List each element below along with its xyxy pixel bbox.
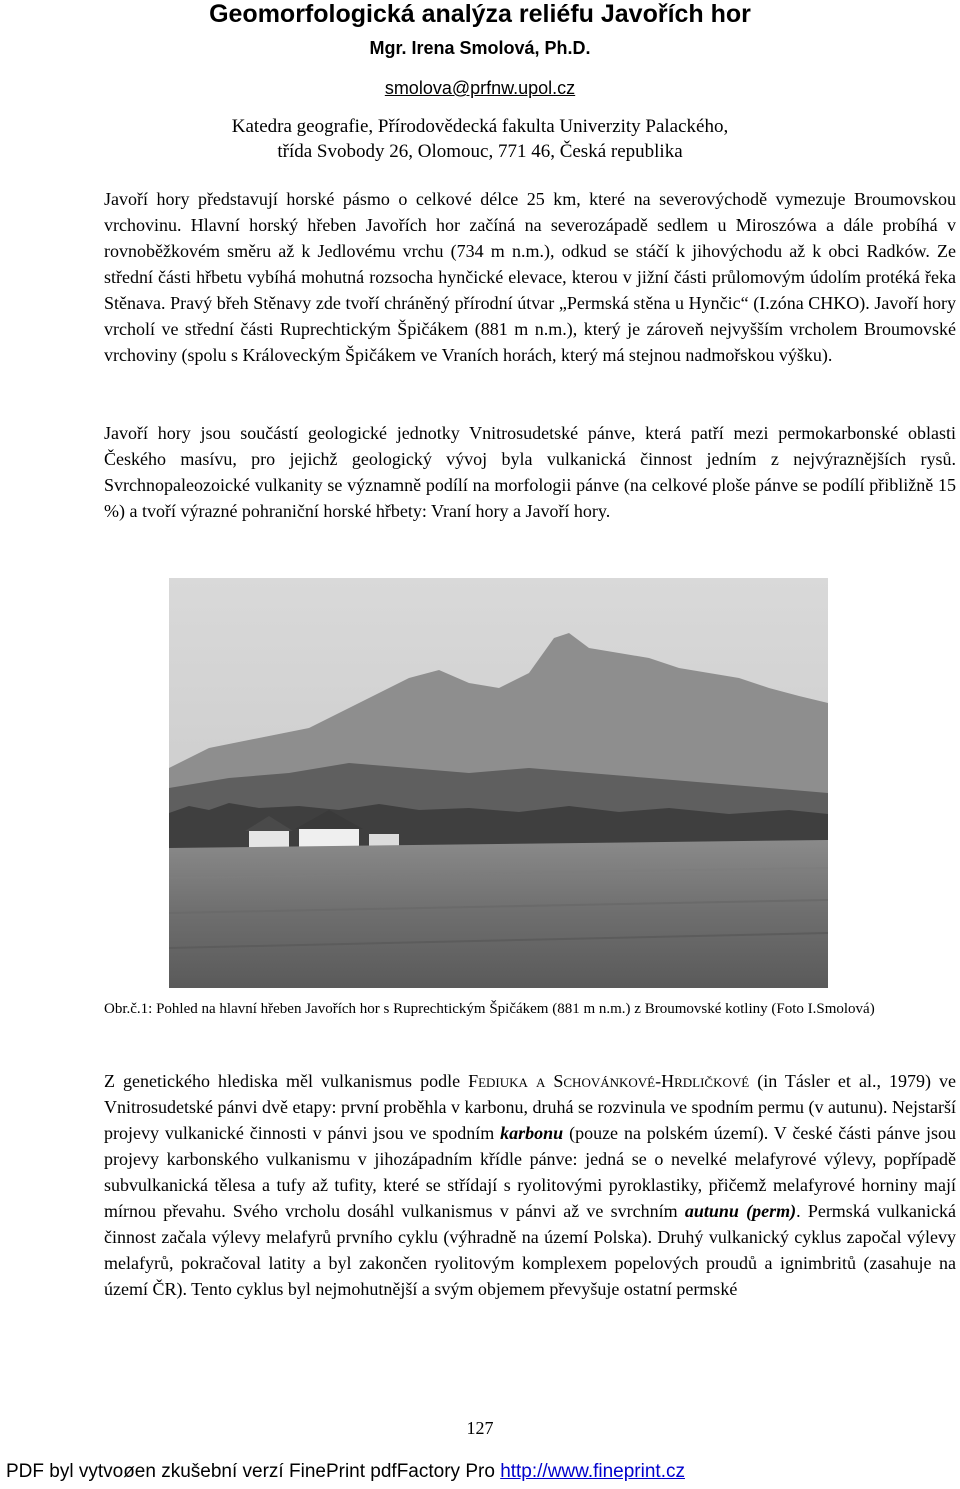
paragraph-3-part-a: Z genetického hlediska měl vulkanismus podle <box>104 1071 469 1091</box>
affiliation <box>0 114 960 164</box>
paragraph-3 <box>104 1068 956 1302</box>
paragraph-1-text: Javoří hory představují horské pásmo o celkové délce 25 km, které na severovýchodě vymezuje Broumovskou vrchovinu. Hlavní horský hřeben Javořích hor začíná na severozápadě sedlem u Miroszówa a dále probíhá v rovnoběžkovém směru až k Jedlovému vrchu (734 m n.m.), odkud se stáčí k jihovýchodu až k obci Radków. Ze střední části hřbetu vybíhá mohutná rozsocha hynčické elevace, kterou v jižní části průlomovým údolím protéká řeka Stěnava. Pravý břeh Stěnavy zde tvoří chráněný přírodní útvar „Permská stěna u Hynčic“ (I.zóna CHKO). Javoří hory vrcholí ve střední části Ruprechtickým Špičákem (881 m n.m.), který je zároveň nejvyšším vrcholem Broumovské vrchoviny (spolu s Královeckým Špičákem ve Vraních horách, který má stejnou nadmořskou výšku). <box>104 189 956 365</box>
cited-authors: Fediuka a Schovánkové-Hrdličkové <box>468 1071 750 1091</box>
paragraph-2 <box>104 420 956 524</box>
author-name: Mgr. Irena Smolová, Ph.D. <box>369 38 591 58</box>
author-email[interactable]: smolova@prfnw.upol.cz <box>384 78 576 98</box>
figure-caption: Obr.č.1: Pohled na hlavní hřeben Javořích hor s Ruprechtickým Špičákem (881 m n.m.) z Broumovské kotliny (Foto I.Smolová) <box>104 1001 875 1017</box>
paragraph-2-text: Javoří hory jsou součástí geologické jednotky Vnitrosudetské pánve, která patří mezi permokarbonské oblasti Českého masívu, pro jejichž geologický vývoj byla vulkanická činnost jedním z nejvýraznějších rysů. Svrchnopaleozoické vulkanity se významně podílí na morfologii pánve (na celkové ploše pánve se podílí přibližně 15 %) a tvoří výrazné pohraniční horské hřbety: Vraní hory a Javoří hory. <box>104 423 956 521</box>
landscape-photo-drawing <box>169 578 828 988</box>
footer-link[interactable]: http://www.fineprint.cz <box>500 1461 685 1482</box>
paper-title: Geomorfologická analýza reliéfu Javořích hor <box>209 0 751 28</box>
footer-text: PDF byl vytvoøen zkušební verzí FinePrint pdfFactory Pro <box>6 1461 501 1482</box>
paragraph-3-part-b: (in Tásler et al., 1979) ve Vnitrosudetské pánvi dvě etapy: první proběhla v karbonu, druhá se rozvinula ve spodním permu (v autunu). Nejstarší projevy vulkanické činnosti v pánvi jsou ve spodním <box>104 1071 956 1143</box>
paragraph-3-part-d: . Permská vulkanická činnost začala výlevy melafyrů prvního cyklu (výhradně na území Polska). Druhý vulkanický cyklus započal výlevy melafyrů, pokračoval latity a byl zakončen ryolitovým komplexem popelových proudů a ignimbritů (zasahuje na území ČR). Tento cyklus byl nejmohutnější a svým objemem převyšuje ostatní permské <box>104 1201 956 1299</box>
paragraph-3-text <box>104 1068 956 1302</box>
affiliation-line-2: třída Svobody 26, Olomouc, 771 46, Česká republika <box>277 141 683 162</box>
landscape-photo <box>169 578 828 988</box>
term-autun: autunu (perm) <box>684 1201 797 1221</box>
page-number: 127 <box>466 1418 494 1438</box>
paragraph-1 <box>104 186 956 368</box>
term-karbon: karbonu <box>500 1123 564 1143</box>
pdf-footer <box>6 1461 685 1483</box>
paragraph-3-part-c: (pouze na polském území). V české části pánve jsou projevy karbonského vulkanismu v jihozápadním křídle pánve: jedná se o nevelké melafyrové výlevy, popřípadě subvulkanická tělesa a tufy až tufity, které se střídají s ryolitovými pyroklastiky, přičemž melafyrové horniny mají mírnou převahu. Svého vrcholu dosáhl vulkanismus v pánvi až ve svrchním <box>104 1123 956 1221</box>
affiliation-line-1: Katedra geografie, Přírodovědecká fakulta Univerzity Palackého, <box>231 116 729 137</box>
